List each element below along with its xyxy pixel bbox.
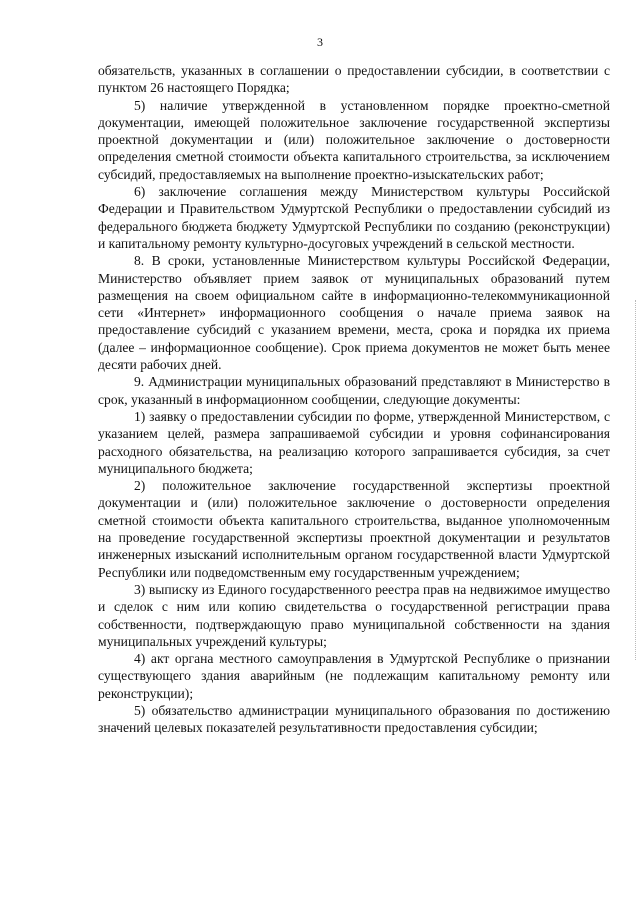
paragraph: 2) положительное заключение государственной экспертизы проектной документации и (или) положительное заключение о достоверности определения сметной стоимости объекта капитального строительства, выданное уполномоченным на проведение государственной экспертизы проектной документации и результатов инженерных изысканий исполнительным органом государственной власти Удмуртской Республики или подведомственным ему государственным учреждением; <box>98 478 610 580</box>
paragraph: 3) выписку из Единого государственного реестра прав на недвижимое имущество и сделок с ним или копию свидетельства о государственной регистрации права собственности, подтверждающую право муниципальной собственности на здания муниципальных учреждений культуры; <box>98 581 610 649</box>
paragraph: 5) обязательство администрации муниципального образования по достижению значений целевых показателей результативности предоставления субсидии; <box>98 702 610 736</box>
page-number: 3 <box>317 35 323 49</box>
scan-edge-mark <box>634 300 636 660</box>
paragraph: 1) заявку о предоставлении субсидии по форме, утвержденной Министерством, с указанием целей, размера запрашиваемой субсидии и уровня софинансирования расходного обязательства, на реализацию которого запрашивается субсидия, за счет муниципального бюджета; <box>98 408 610 476</box>
paragraph: обязательств, указанных в соглашении о предоставлении субсидии, в соответствии с пунктом 26 настоящего Порядка; <box>98 63 610 96</box>
paragraph: 8. В сроки, установленные Министерством культуры Российской Федерации, Министерство объявляет прием заявок от муниципальных образований путем размещения на своем официальном сайте в информационно-телекоммуникационной сети «Интернет» информационного сообщения о начале приема заявок на предоставление субсидий с указанием времени, места, срока и порядка их приема (далее – информационное сообщение). Срок приема документов не может быть менее десяти рабочих дней. <box>98 253 610 373</box>
document-body <box>98 62 610 737</box>
paragraph: 5) наличие утвержденной в установленном порядке проектно-сметной документации, имеющей положительное заключение государственной экспертизы проектной документации и (или) положительное заключение о достоверности определения сметной стоимости объекта капитального строительства, за исключением субсидий, предоставляемых на выполнение проектно-изыскательских работ; <box>98 97 610 182</box>
paragraph: 6) заключение соглашения между Министерством культуры Российской Федерации и Правительством Удмуртской Республики о предоставлении субсидий из федерального бюджета бюджету Удмуртской Республики по созданию (реконструкции) и капитальному ремонту культурно-досуговых учреждений в сельской местности. <box>98 184 610 251</box>
paragraph: 9. Администрации муниципальных образований представляют в Министерство в срок, указанный в информационном сообщении, следующие документы: <box>98 374 610 407</box>
paragraph: 4) акт органа местного самоуправления в Удмуртской Республике о признании существующего здания аварийным (не подлежащим капитальному ремонту или реконструкции); <box>98 651 610 701</box>
